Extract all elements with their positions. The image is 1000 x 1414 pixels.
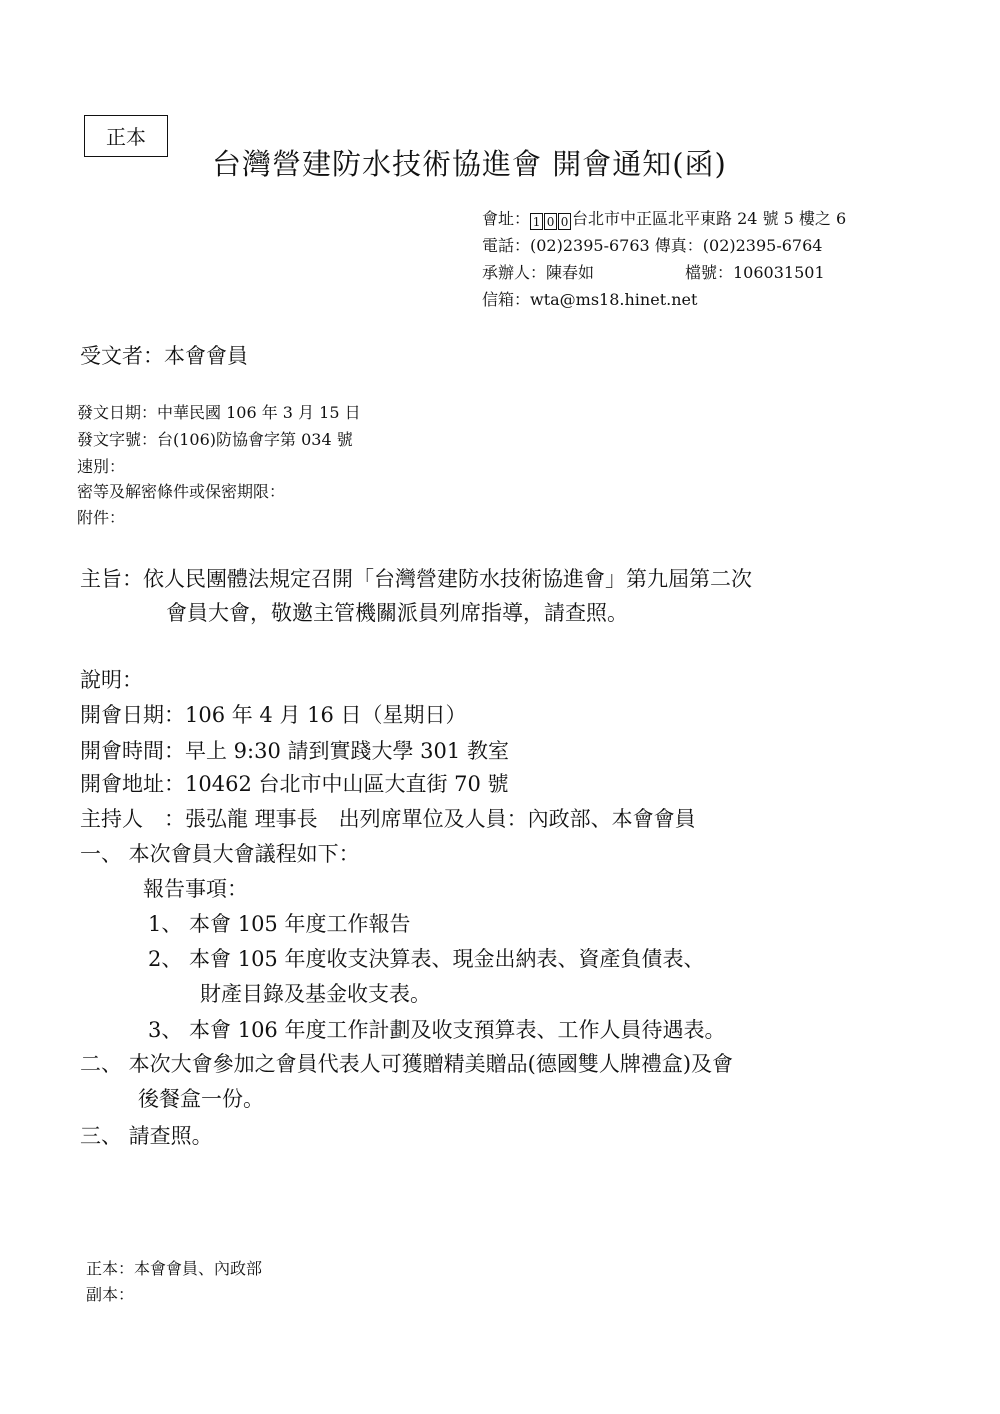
meeting-address: 開會地址：10462 台北市中山區大直街 70 號 bbox=[80, 772, 509, 796]
postal-box-2: 0 bbox=[544, 213, 557, 230]
subject-line-2: 會員大會，敬邀主管機關派員列席指導，請查照。 bbox=[166, 601, 628, 625]
postal-box-3: 0 bbox=[558, 213, 571, 230]
sender-file-number: 檔號：106031501 bbox=[685, 263, 825, 282]
reference-number: 發文字號：台(106)防協會字第 034 號 bbox=[77, 430, 353, 449]
report-item-2-line-1: 2、 本會 105 年度收支決算表、現金出納表、資產負債表、 bbox=[148, 947, 705, 971]
recipient: 受文者：本會會員 bbox=[80, 344, 248, 368]
attachment: 附件： bbox=[77, 508, 126, 527]
original-copy-stamp: 正本 bbox=[84, 115, 168, 157]
sender-email: 信箱：wta@ms18.hinet.net bbox=[482, 290, 698, 309]
postal-box-1: 1 bbox=[530, 213, 543, 230]
sender-phone-fax: 電話：(02)2395-6763 傳真：(02)2395-6764 bbox=[482, 236, 823, 255]
original-recipients: 正本：本會會員、內政部 bbox=[86, 1259, 263, 1278]
issue-date: 發文日期：中華民國 106 年 3 月 15 日 bbox=[77, 403, 361, 422]
sender-address: 台北市中正區北平東路 24 號 5 樓之 6 bbox=[572, 209, 847, 228]
report-item-3: 3、 本會 106 年度工作計劃及收支預算表、工作人員待遇表。 bbox=[148, 1018, 726, 1042]
item-2-line-2: 後餐盒一份。 bbox=[138, 1087, 264, 1111]
report-item-2-line-2: 財產目錄及基金收支表。 bbox=[200, 982, 431, 1006]
sender-address-line bbox=[482, 206, 846, 230]
item-1: 一、 本次會員大會議程如下： bbox=[80, 842, 360, 866]
meeting-date: 開會日期：106 年 4 月 16 日（星期日） bbox=[80, 703, 467, 727]
copy-recipients: 副本： bbox=[86, 1285, 135, 1304]
report-item-1: 1、 本會 105 年度工作報告 bbox=[148, 912, 411, 936]
explanation-heading: 說明： bbox=[80, 668, 143, 692]
subject-line-1: 主旨：依人民團體法規定召開「台灣營建防水技術協進會」第九屆第二次 bbox=[80, 567, 752, 591]
delivery-speed: 速別： bbox=[77, 457, 126, 476]
address-label: 會址： bbox=[482, 209, 531, 228]
document-title: 台灣營建防水技術協進會 開會通知(函) bbox=[212, 147, 727, 181]
report-heading: 報告事項： bbox=[143, 877, 248, 901]
secrecy-level: 密等及解密條件或保密期限： bbox=[77, 482, 286, 501]
meeting-host: 主持人 ：張弘龍 理事長 出列席單位及人員：內政部、本會會員 bbox=[80, 807, 696, 831]
item-2-line-1: 二、 本次大會參加之會員代表人可獲贈精美贈品(德國雙人牌禮盒)及會 bbox=[80, 1052, 734, 1076]
item-3: 三、 請查照。 bbox=[80, 1124, 213, 1148]
meeting-time: 開會時間：早上 9:30 請到實踐大學 301 教室 bbox=[80, 739, 509, 763]
sender-handler: 承辦人：陳春如 bbox=[482, 263, 595, 282]
